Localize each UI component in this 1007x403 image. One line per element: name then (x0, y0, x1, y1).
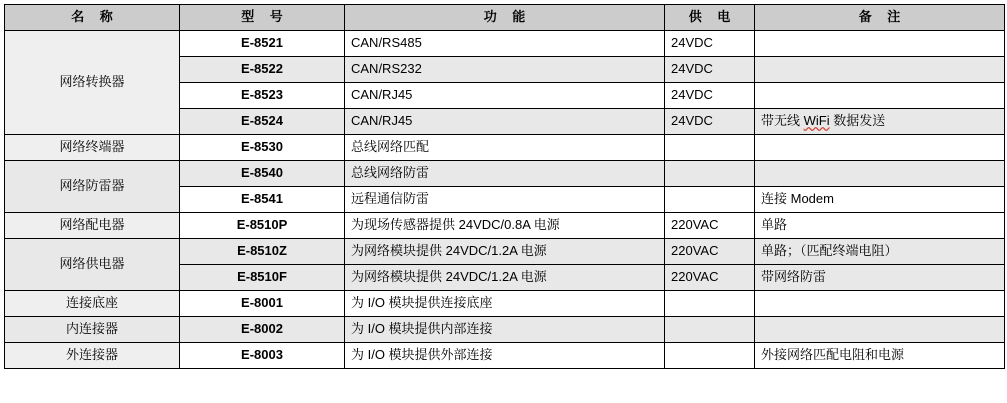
note-prefix: 带无线 (761, 113, 804, 129)
model-cell: E-8530 (180, 135, 345, 161)
function-cell: 总线网络防雷 (345, 161, 665, 187)
function-cell: CAN/RS232 (345, 57, 665, 83)
column-header-name (5, 5, 180, 31)
table-row (5, 135, 1005, 161)
note-cell: 单路；（匹配终端电阻） (755, 239, 1005, 265)
note-wifi-term: WiFi (803, 113, 830, 129)
table-row (5, 291, 1005, 317)
table-row (5, 343, 1005, 369)
note-cell: 带网络防雷 (755, 265, 1005, 291)
note-suffix: 数据发送 (829, 113, 886, 129)
model-cell: E-8002 (180, 317, 345, 343)
column-header-function-label: 功 能 (483, 9, 532, 25)
category-cell: 网络终端器 (5, 135, 180, 161)
category-cell: 网络配电器 (5, 213, 180, 239)
function-cell: 总线网络匹配 (345, 135, 665, 161)
category-cell: 网络防雷器 (5, 161, 180, 213)
model-cell: E-8003 (180, 343, 345, 369)
category-cell: 外连接器 (5, 343, 180, 369)
column-header-function (345, 5, 665, 31)
power-cell: 24VDC (665, 109, 755, 135)
model-cell: E-8524 (180, 109, 345, 135)
power-cell: 220VAC (665, 239, 755, 265)
category-cell: 网络转换器 (5, 31, 180, 135)
model-cell: E-8541 (180, 187, 345, 213)
note-cell: 外接网络匹配电阻和电源 (755, 343, 1005, 369)
column-header-name-label: 名 称 (71, 9, 119, 25)
model-cell: E-8001 (180, 291, 345, 317)
function-cell: CAN/RJ45 (345, 109, 665, 135)
power-cell (665, 135, 755, 161)
column-header-power-label: 供 电 (688, 9, 737, 25)
power-cell: 24VDC (665, 31, 755, 57)
function-cell: 为 I/O 模块提供连接底座 (345, 291, 665, 317)
function-cell: 远程通信防雷 (345, 187, 665, 213)
function-cell: CAN/RS485 (345, 31, 665, 57)
header-row (5, 5, 1005, 31)
column-header-note (755, 5, 1005, 31)
note-cell: 连接 Modem (755, 187, 1005, 213)
model-cell: E-8510Z (180, 239, 345, 265)
note-cell (755, 57, 1005, 83)
category-cell: 内连接器 (5, 317, 180, 343)
table-body (5, 31, 1005, 369)
function-cell: CAN/RJ45 (345, 83, 665, 109)
note-cell (755, 31, 1005, 57)
power-cell: 220VAC (665, 265, 755, 291)
category-cell: 连接底座 (5, 291, 180, 317)
column-header-power (665, 5, 755, 31)
specification-table (4, 4, 1005, 369)
function-cell: 为网络模块提供 24VDC/1.2A 电源 (345, 265, 665, 291)
note-cell (755, 135, 1005, 161)
function-cell: 为 I/O 模块提供内部连接 (345, 317, 665, 343)
model-cell: E-8540 (180, 161, 345, 187)
column-header-model (180, 5, 345, 31)
note-cell (755, 161, 1005, 187)
model-cell: E-8522 (180, 57, 345, 83)
power-cell (665, 187, 755, 213)
table-row (5, 213, 1005, 239)
power-cell: 24VDC (665, 83, 755, 109)
model-cell: E-8523 (180, 83, 345, 109)
column-header-model-label: 型 号 (241, 9, 289, 25)
table-row (5, 31, 1005, 57)
function-cell: 为 I/O 模块提供外部连接 (345, 343, 665, 369)
column-header-note-label: 备 注 (858, 9, 907, 25)
power-cell (665, 317, 755, 343)
power-cell (665, 161, 755, 187)
table-header (5, 5, 1005, 31)
table-row (5, 239, 1005, 265)
table-row (5, 317, 1005, 343)
note-cell (755, 83, 1005, 109)
power-cell: 220VAC (665, 213, 755, 239)
note-cell (755, 109, 1005, 135)
power-cell (665, 343, 755, 369)
note-cell (755, 291, 1005, 317)
table-row (5, 161, 1005, 187)
category-cell: 网络供电器 (5, 239, 180, 291)
function-cell: 为现场传感器提供 24VDC/0.8A 电源 (345, 213, 665, 239)
power-cell: 24VDC (665, 57, 755, 83)
model-cell: E-8510F (180, 265, 345, 291)
note-cell (755, 317, 1005, 343)
power-cell (665, 291, 755, 317)
model-cell: E-8510P (180, 213, 345, 239)
function-cell: 为网络模块提供 24VDC/1.2A 电源 (345, 239, 665, 265)
model-cell: E-8521 (180, 31, 345, 57)
note-cell: 单路 (755, 213, 1005, 239)
